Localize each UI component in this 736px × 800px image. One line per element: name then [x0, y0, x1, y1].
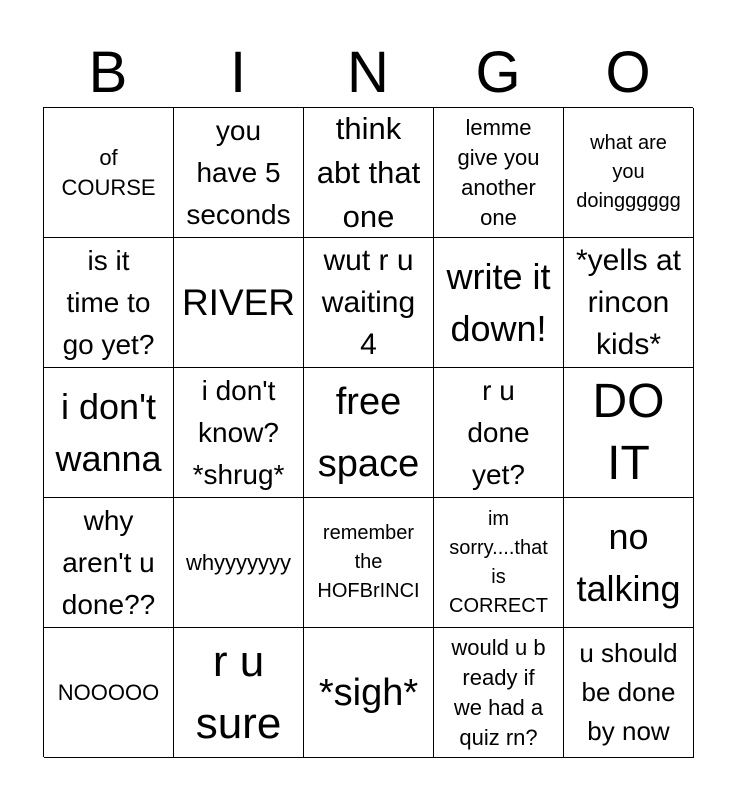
cell-text: is it time to go yet?: [62, 244, 155, 360]
cell-text: wut r u waiting 4: [321, 243, 416, 361]
header-letter-g: G: [475, 40, 521, 105]
cell-text: no talking: [576, 515, 681, 609]
bingo-cell[interactable]: [564, 108, 694, 238]
cell-text: *sigh*: [318, 671, 419, 714]
cell-text: remember the HOFBrINCI: [317, 522, 420, 602]
bingo-cell[interactable]: [434, 628, 564, 758]
cell-text: would u b ready if we had a quiz rn?: [451, 634, 546, 750]
bingo-cell[interactable]: [44, 238, 174, 368]
bingo-cell[interactable]: [564, 238, 694, 368]
bingo-cell[interactable]: [174, 238, 304, 368]
cell-text: free space: [317, 380, 420, 485]
bingo-cell[interactable]: [564, 628, 694, 758]
bingo-cell[interactable]: [564, 368, 694, 498]
cell-text: im sorry....that is CORRECT: [449, 507, 548, 617]
cell-text: of COURSE: [61, 144, 156, 200]
bingo-cell[interactable]: [174, 108, 304, 238]
bingo-cell[interactable]: [434, 368, 564, 498]
cell-text: RIVER: [181, 282, 296, 323]
bingo-cell[interactable]: [44, 628, 174, 758]
bingo-cell[interactable]: [44, 368, 174, 498]
cell-text: i don't know? *shrug*: [192, 374, 285, 490]
cell-text: r u sure: [195, 636, 282, 748]
cell-text: what are you doingggggg: [576, 132, 681, 212]
bingo-cell[interactable]: [174, 628, 304, 758]
cell-text: you have 5 seconds: [186, 114, 291, 230]
header-letter-n: N: [347, 40, 389, 105]
bingo-cell[interactable]: [304, 628, 434, 758]
bingo-cell[interactable]: [304, 108, 434, 238]
bingo-cell[interactable]: [174, 368, 304, 498]
bingo-cell[interactable]: [44, 108, 174, 238]
bingo-header: [43, 40, 693, 106]
cell-text: why aren't u done??: [61, 504, 156, 620]
cell-text: think abt that one: [316, 110, 421, 234]
cell-text: DO IT: [592, 374, 665, 490]
cell-text: r u done yet?: [467, 374, 530, 490]
bingo-cell[interactable]: [304, 238, 434, 368]
cell-text: u should be done by now: [579, 638, 678, 746]
bingo-cell[interactable]: [564, 498, 694, 628]
cell-text: lemme give you another one: [457, 114, 540, 230]
bingo-cell[interactable]: [304, 498, 434, 628]
bingo-cell[interactable]: [174, 498, 304, 628]
cell-text: NOOOOO: [57, 679, 160, 705]
cell-text: *yells at rincon kids*: [575, 243, 682, 361]
header-letter-b: B: [88, 40, 128, 105]
bingo-cell[interactable]: [44, 498, 174, 628]
header-letter-i: I: [229, 40, 247, 105]
bingo-card: [43, 107, 693, 757]
cell-text: i don't wanna: [55, 385, 162, 479]
bingo-cell-free-space[interactable]: [304, 368, 434, 498]
bingo-cell[interactable]: [434, 238, 564, 368]
cell-text: write it down!: [446, 255, 551, 349]
bingo-cell[interactable]: [434, 108, 564, 238]
cell-text: whyyyyyyy: [185, 549, 292, 575]
header-letter-o: O: [605, 40, 651, 105]
bingo-cell[interactable]: [434, 498, 564, 628]
